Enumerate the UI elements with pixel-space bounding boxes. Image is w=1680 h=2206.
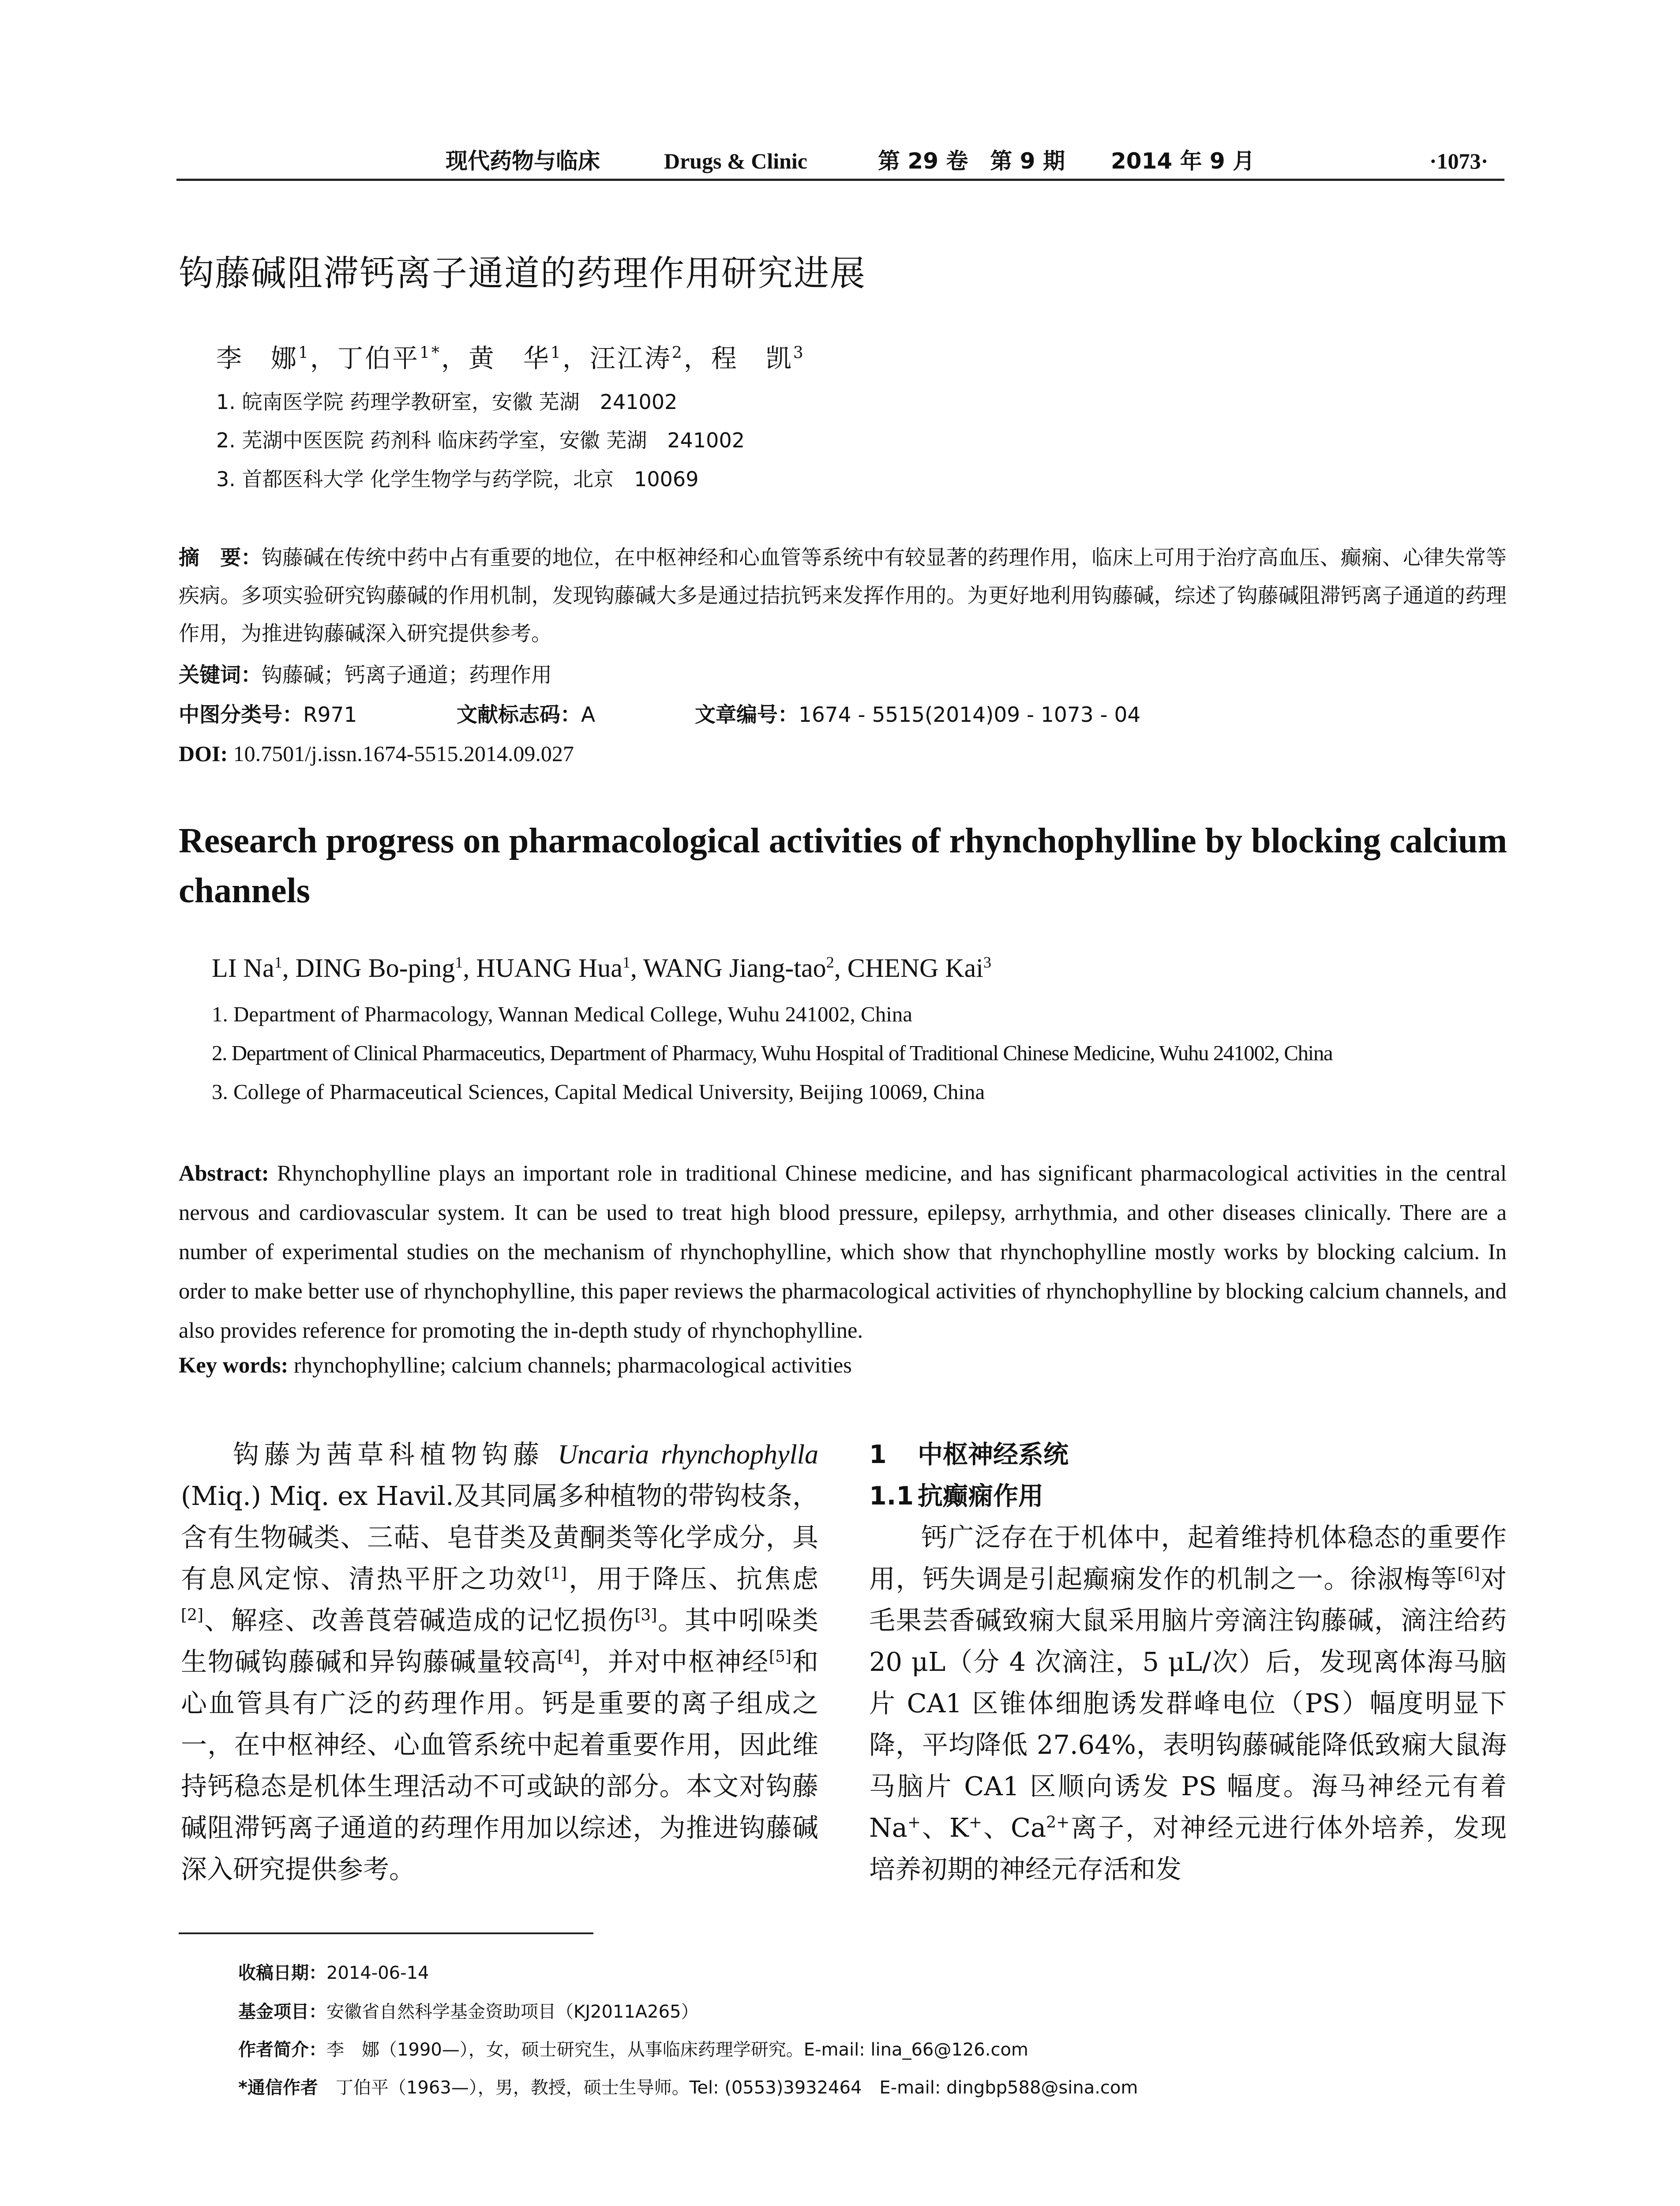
- intro-paragraph: 钩藤为茜草科植物钩藤 Uncaria rhynchophylla (Miq.) Miq. ex Havil.及其同属多种植物的带钩枝条，含有生物碱类、三萜、皂苷类及黄酮类等化学成分，具有息风定惊、清热平肝之功效[1]，用于降压、抗焦虑[2]、解痉、改善莨菪碱造成的记忆损伤[3]。其中吲哚类生物碱钩藤碱和异钩藤碱量较高[4]，并对中枢神经[5]和心血管具有广泛的药理作用。钙是重要的离子组成之一，在中枢神经、心血管系统中起着重要作用，因此维持钙稳态是机体生理活动不可或缺的部分。本文对钩藤碱阻滞钙离子通道的药理作用加以综述，为推进钩藤碱深入研究提供参考。: [181, 1439, 818, 1884]
- footnote-funding: 基金项目：安徽省自然科学基金资助项目（KJ2011A265）: [238, 2002, 699, 2022]
- affiliation-en: 2. Department of Clinical Pharmaceutics, Department of Pharmacy, Wuhu Hospital of Traditional Chinese Medicine, Wuhu 241002, China: [212, 1041, 1333, 1065]
- author-affil-sup: 3: [983, 953, 991, 971]
- author-en: WANG Jiang-tao: [643, 953, 826, 983]
- journal-name-cn: 现代药物与临床: [446, 148, 600, 174]
- footnote-received: 收稿日期：2014-06-14: [238, 1963, 429, 1983]
- doi-value: 10.7501/j.issn.1674-5515.2014.09.027: [228, 741, 574, 766]
- citation-ref: [1]: [544, 1564, 567, 1583]
- subsection-heading: 1.1 抗癫痫作用: [869, 1482, 1043, 1511]
- author-en: DING Bo-ping: [295, 953, 455, 983]
- affiliation-cn: 2. 芜湖中医医院 药剂科 临床药学室，安徽 芜湖 241002: [216, 428, 745, 452]
- author-affil-sup: 1*: [419, 344, 441, 362]
- author-cn: 程 凯: [711, 343, 793, 373]
- affiliation-en: 3. College of Pharmaceutical Sciences, Capital Medical University, Beijing 10069, China: [212, 1080, 985, 1104]
- authors-en: LI Na$^1$, DING Bo-ping$^1$, HUANG Hua$^1$, WANG Jiang-tao$^2$, CHENG Kai$^3$: [212, 953, 991, 983]
- citation-ref: [5]: [769, 1647, 792, 1666]
- author-affil-sup: 1: [455, 953, 463, 971]
- page-number: ·1073·: [1429, 149, 1489, 173]
- title-en: Research progress on pharmacological activities of rhynchophylline by blocking calcium channels: [179, 822, 1508, 910]
- author-affil-sup: 1: [622, 953, 630, 971]
- abstract-en-label: Abstract:: [179, 1161, 269, 1186]
- abstract-cn-label: 摘 要：: [179, 546, 262, 570]
- abstract-cn: [179, 539, 1507, 653]
- abstract-en-text: Rhynchophylline plays an important role in traditional Chinese medicine, and has significant pharmacological activities in the central nervous and cardiovascular system. It can be used to treat high blood pressure, epilepsy, arrhythmia, and other diseases clinically. There are a number of experimental studies on the mechanism of rhynchophylline, which show that rhynchophylline mostly works by blocking calcium. In order to make better use of rhynchophylline, this paper reviews the pharmacological activities of rhynchophylline by blocking calcium channels, and also provides reference for promoting the in-depth study of rhynchophylline.: [179, 1161, 1507, 1343]
- citation-ref: [2]: [181, 1606, 203, 1624]
- author-affil-sup: 2: [826, 953, 834, 971]
- citation-ref: [3]: [634, 1606, 657, 1624]
- author-en: CHENG Kai: [847, 953, 983, 983]
- author-cn: 丁伯平: [337, 343, 420, 373]
- author-cn: 黄 华: [468, 343, 551, 373]
- header-rule: [176, 179, 1504, 181]
- species-name: Uncaria rhynchophylla: [558, 1440, 818, 1470]
- author-affil-sup: 1: [274, 953, 282, 971]
- volume-issue: 第 29 卷 第 9 期: [878, 148, 1065, 174]
- journal-name-en: Drugs & Clinic: [664, 149, 807, 173]
- author-cn: 汪江涛: [589, 343, 672, 373]
- author-affil-sup: 2: [671, 344, 684, 362]
- document-code: 文献标志码： A: [457, 703, 596, 727]
- section-paragraph: 钙广泛存在于机体中，起着维持机体稳态的重要作用，钙失调是引起癫痫发作的机制之一。徐淑梅等[6]对毛果芸香碱致痫大鼠采用脑片旁滴注钩藤碱，滴注给药 20 μL（分 4 次滴注，5 μL/次）后，发现离体海马脑片 CA1 区锥体细胞诱发群峰电位（PS）幅度明显下降，平均降低 27.64%，表明钩藤碱能降低致痫大鼠海马脑片 CA1 区顺向诱发 PS 幅度。海马神经元有着 Na+、K+、$Ca^{2+}$离子，对神经元进行体外培养，发现培养初期的神经元存活和发: [869, 1522, 1507, 1884]
- footnote-author-bio: 作者简介：李 娜（1990—），女，硕士研究生，从事临床药理学研究。E-mail: lina_66@126.com: [238, 2040, 1028, 2060]
- doi: [179, 735, 1507, 773]
- affiliation-cn: 3. 首都医科大学 化学生物学与药学院，北京 10069: [216, 467, 699, 491]
- author-affil-sup: 1: [298, 344, 310, 362]
- affiliation-cn: 1. 皖南医学院 药理学教研室，安徽 芜湖 241002: [216, 390, 678, 414]
- author-cn: 李 娜: [216, 343, 299, 373]
- article-number: 文章编号： 1674 - 5515(2014)09 - 1073 - 04: [695, 703, 1141, 727]
- author-affil-sup: 3: [793, 344, 805, 362]
- author-en: HUANG Hua: [476, 953, 622, 983]
- keywords-cn-text: 钩藤碱；钙离子通道；药理作用: [262, 663, 552, 687]
- keywords-en-text: rhynchophylline; calcium channels; pharmacological activities: [288, 1353, 852, 1377]
- footnote-rule: [179, 1932, 593, 1934]
- body-left-column: [181, 1434, 818, 1890]
- citation-ref: [6]: [1457, 1564, 1480, 1583]
- footnote-corresponding-author: *通信作者 丁伯平（1963—），男，教授，硕士生导师。Tel: (0553)3932464 E-mail: dingbp588@sina.com: [238, 2078, 1138, 2098]
- issue-date: 2014 年 9 月: [1111, 148, 1255, 174]
- clc-number: 中图分类号： R971: [179, 703, 357, 727]
- affiliation-en: 1. Department of Pharmacology, Wannan Medical College, Wuhu 241002, China: [212, 1002, 913, 1026]
- author-en: LI Na: [212, 953, 274, 983]
- running-header: [176, 146, 1504, 181]
- section-heading: 1 中枢神经系统: [869, 1440, 1069, 1469]
- authors-cn: 李 娜$^1$，丁伯平$^{1*}$，黄 华$^1$，汪江涛$^2$，程 凯$^3$: [216, 343, 805, 373]
- abstract-en: [179, 1154, 1507, 1350]
- citation-ref: [4]: [557, 1647, 580, 1666]
- doi-label: DOI:: [179, 741, 228, 766]
- keywords-cn-label: 关键词：: [179, 663, 262, 687]
- keywords-en-label: Key words:: [179, 1353, 289, 1377]
- keywords-cn: [179, 657, 1507, 694]
- title-cn: 钩藤碱阻滞钙离子通道的药理作用研究进展: [179, 253, 866, 294]
- keywords-en: [179, 1352, 852, 1378]
- author-affil-sup: 1: [550, 344, 562, 362]
- abstract-cn-text: 钩藤碱在传统中药中占有重要的地位，在中枢神经和心血管等系统中有较显著的药理作用，临床上可用于治疗高血压、癫痫、心律失常等疾病。多项实验研究钩藤碱的作用机制，发现钩藤碱大多是通过拮抗钙来发挥作用的。为更好地利用钩藤碱，综述了钩藤碱阻滞钙离子通道的药理作用，为推进钩藤碱深入研究提供参考。: [179, 546, 1507, 646]
- body-right-column: [869, 1434, 1507, 1890]
